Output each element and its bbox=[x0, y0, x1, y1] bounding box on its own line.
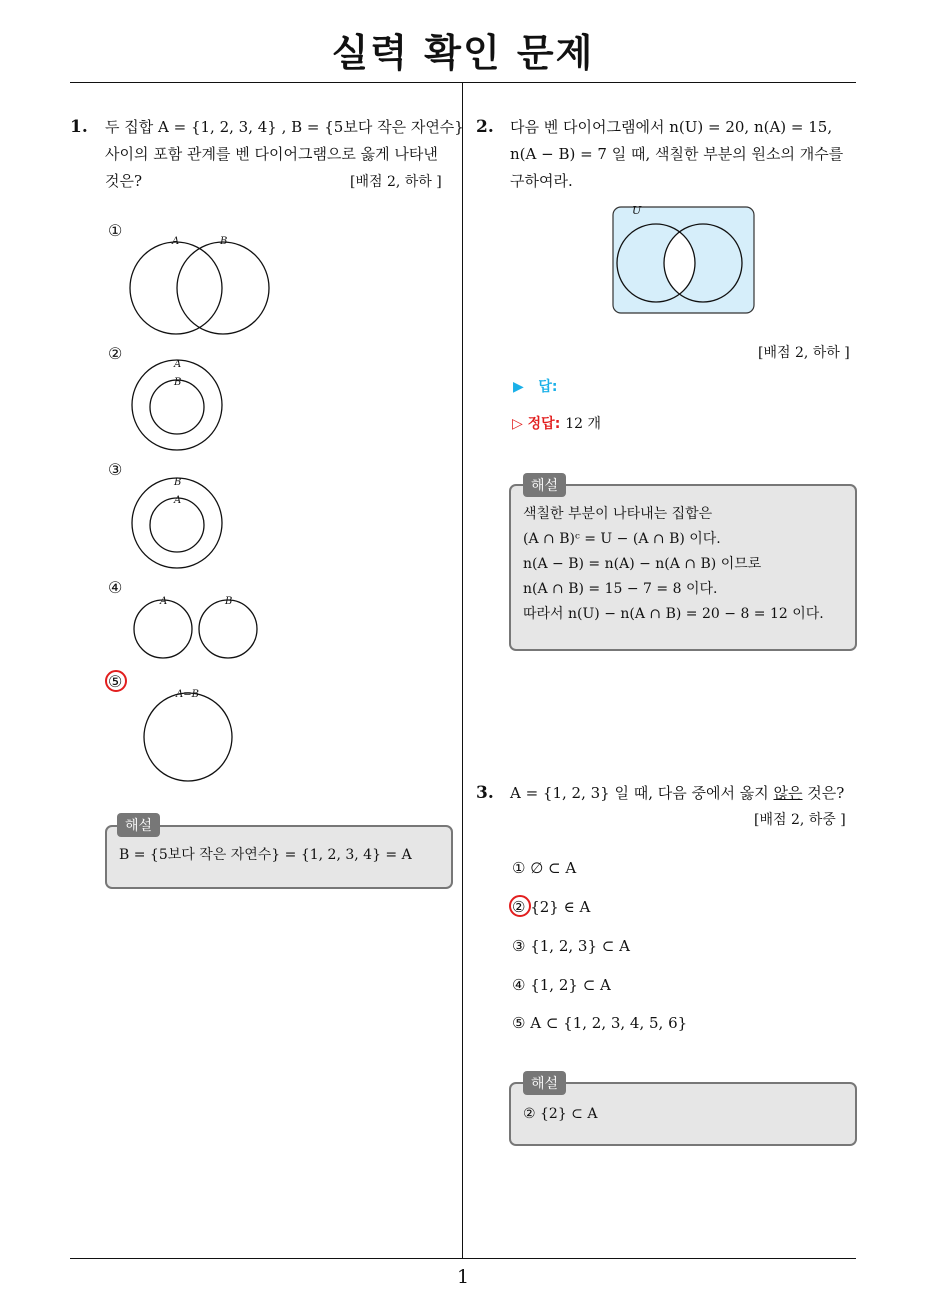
page-number: 1 bbox=[456, 1266, 470, 1288]
q2-text bbox=[510, 114, 860, 195]
q3-solution-text: ② {2} ⊂ A bbox=[523, 1106, 598, 1122]
q2-correct-value: 12 개 bbox=[565, 416, 601, 432]
venn-label-inner: B bbox=[174, 377, 182, 388]
q3-choice-4[interactable]: ④ {1, 2} ⊂ A bbox=[512, 976, 611, 994]
play-icon: ▶ bbox=[513, 379, 524, 395]
q2-answer-row bbox=[513, 376, 558, 396]
q1-option-1-venn bbox=[128, 230, 278, 340]
q3-text-underlined: 않은 bbox=[773, 784, 803, 802]
q2-solution-line: (A ∩ B)ᶜ = U − (A ∩ B) 이다. bbox=[523, 531, 721, 547]
q3-text-before: A = {1, 2, 3} 일 때, 다음 중에서 옳지 bbox=[510, 784, 774, 802]
q3-text bbox=[510, 780, 844, 807]
q2-venn-diagram bbox=[612, 206, 756, 316]
q1-option-3-label[interactable]: ③ bbox=[108, 460, 123, 479]
venn-label-b: B bbox=[220, 236, 228, 247]
header-rule bbox=[70, 82, 856, 83]
q1-option-4-label[interactable]: ④ bbox=[108, 578, 123, 597]
venn-label-outer: B bbox=[174, 477, 182, 488]
q1-option-5-venn bbox=[138, 684, 238, 784]
q2-correct-label: 정답: bbox=[527, 416, 561, 432]
q3-solution-tag: 해설 bbox=[523, 1071, 566, 1095]
q1-option-5-label[interactable]: ⑤ bbox=[108, 672, 123, 691]
q1-solution-text: B = {5보다 작은 자연수} = {1, 2, 3, 4} = A bbox=[119, 847, 412, 863]
page-title: 실력 확인 문제 bbox=[331, 31, 595, 75]
q1-option-1-label[interactable]: ① bbox=[108, 221, 123, 240]
q2-solution-line: 색칠한 부분이 나타내는 집합은 bbox=[523, 506, 713, 522]
q2-line: 구하여라. bbox=[510, 172, 573, 190]
q1-option-4-venn bbox=[128, 592, 268, 664]
q3-text-after: 것은? bbox=[802, 784, 845, 802]
column-divider bbox=[462, 82, 463, 1258]
q3-number: 3. bbox=[476, 783, 494, 803]
q2-solution-text bbox=[523, 502, 824, 627]
venn-label-equal: A=B bbox=[176, 689, 199, 700]
q2-solution-line: 따라서 n(U) − n(A ∩ B) = 20 − 8 = 12 이다. bbox=[523, 606, 824, 622]
q3-choice-1[interactable]: ① ∅ ⊂ A bbox=[512, 859, 577, 877]
q1-line: 것은? bbox=[105, 172, 143, 190]
outline-play-icon: ▷ bbox=[512, 416, 523, 432]
q3-score: [배점 2, 하중 ] bbox=[754, 812, 846, 828]
q2-correct-row bbox=[512, 413, 601, 433]
q3-choice-3[interactable]: ③ {1, 2, 3} ⊂ A bbox=[512, 937, 630, 955]
selected-answer-mark bbox=[105, 670, 127, 692]
q3-choice-5[interactable]: ⑤ A ⊂ {1, 2, 3, 4, 5, 6} bbox=[512, 1014, 688, 1032]
q1-option-3-venn bbox=[128, 473, 228, 573]
q1-number: 1. bbox=[70, 117, 88, 137]
q2-score: [배점 2, 하하 ] bbox=[758, 345, 850, 361]
footer-rule bbox=[70, 1258, 856, 1259]
venn-universe-label: U bbox=[632, 206, 642, 217]
venn-label-outer: A bbox=[174, 359, 182, 370]
q1-solution-tag: 해설 bbox=[117, 813, 160, 837]
q3-choice-2[interactable]: ② {2} ∈ A bbox=[512, 898, 591, 916]
venn-label-a: A bbox=[172, 236, 180, 247]
q2-solution-line: n(A − B) = n(A) − n(A ∩ B) 이므로 bbox=[523, 556, 762, 572]
venn-label-inner: A bbox=[174, 495, 182, 506]
q2-number: 2. bbox=[476, 117, 494, 137]
q2-line: n(A − B) = 7 일 때, 색칠한 부분의 원소의 개수를 bbox=[510, 145, 844, 163]
venn-label-b: B bbox=[225, 596, 233, 607]
q2-solution-tag: 해설 bbox=[523, 473, 566, 497]
q2-line: 다음 벤 다이어그램에서 n(U) = 20, n(A) = 15, bbox=[510, 118, 833, 136]
q1-option-2-venn bbox=[128, 355, 228, 455]
venn-label-a: A bbox=[160, 596, 168, 607]
q1-option-2-label[interactable]: ② bbox=[108, 344, 123, 363]
q2-solution-line: n(A ∩ B) = 15 − 7 = 8 이다. bbox=[523, 581, 718, 597]
q1-line: 사이의 포함 관계를 벤 다이어그램으로 옳게 나타낸 bbox=[105, 145, 438, 163]
q2-answer-label: 답: bbox=[538, 379, 558, 395]
q1-score: [배점 2, 하하 ] bbox=[350, 174, 442, 190]
selected-answer-mark bbox=[509, 895, 531, 917]
q1-line: 두 집합 A = {1, 2, 3, 4} , B = {5보다 작은 자연수} bbox=[105, 118, 464, 136]
